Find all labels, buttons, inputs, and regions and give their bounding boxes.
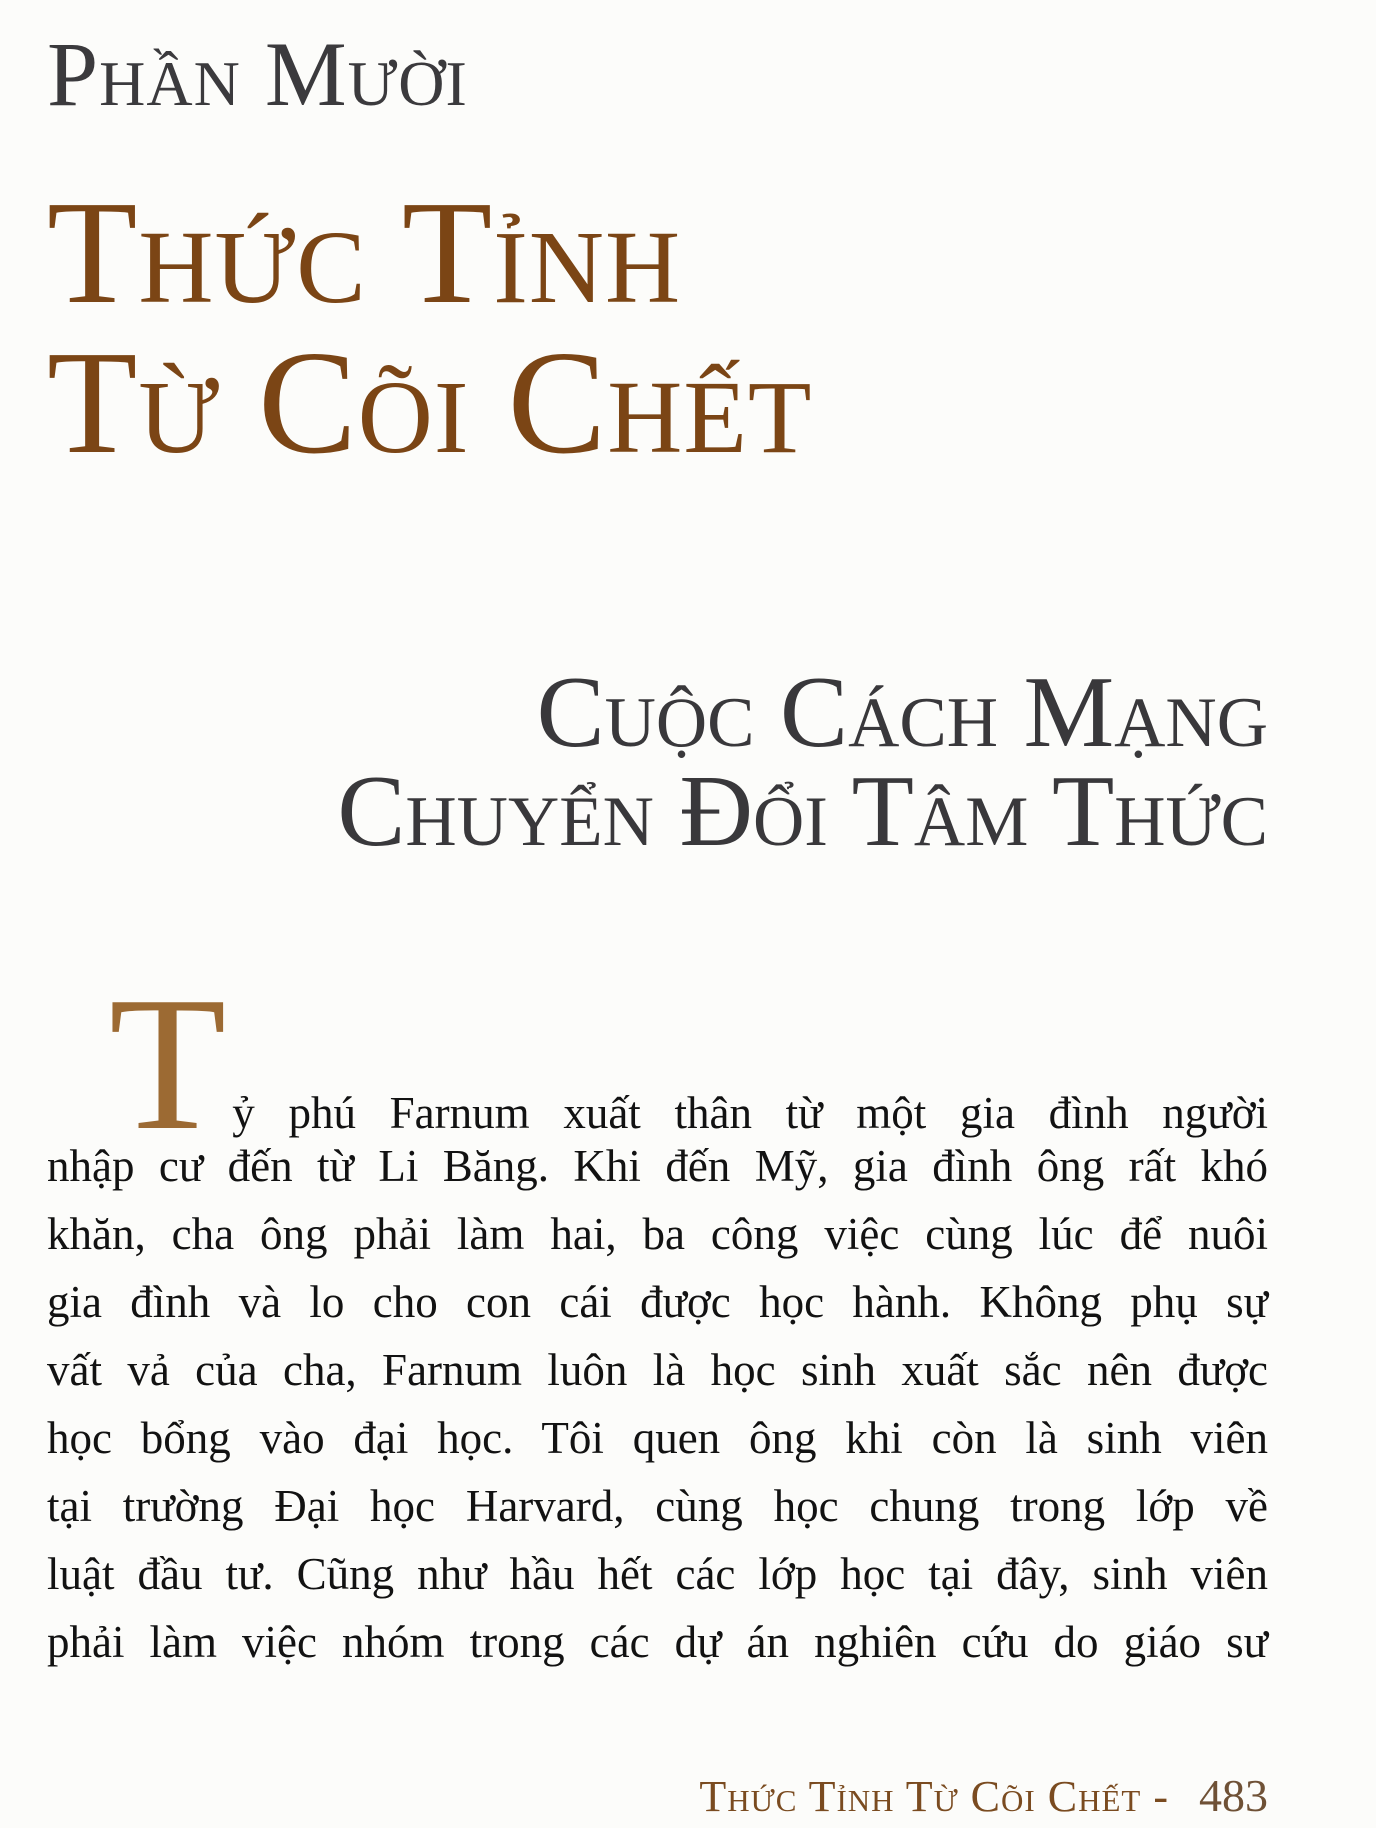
body-line: luật đầu tư. Cũng như hầu hết các lớp học tại đây, sinh viên	[47, 1549, 1268, 1599]
chapter-title	[47, 171, 1268, 485]
running-title: Thức Tỉnh Từ Cõi Chết -	[699, 1772, 1169, 1821]
chapter-title-line-2: Từ Cõi Chết	[47, 321, 813, 485]
body-paragraph	[47, 957, 1268, 1676]
body-line: gia đình và lo cho con cái được học hành. Không phụ sự	[47, 1277, 1268, 1327]
chapter-title-line-1: Thức Tỉnh	[47, 171, 682, 335]
body-line: vất vả của cha, Farnum luôn là học sinh xuất sắc nên được	[47, 1345, 1268, 1395]
section-subtitle	[47, 656, 1268, 868]
body-line: học bổng vào đại học. Tôi quen ông khi còn là sinh viên	[47, 1413, 1268, 1463]
body-line-text: ỷ phú Farnum xuất thân từ một gia đình người	[232, 1088, 1268, 1138]
page-number: 483	[1199, 1770, 1268, 1821]
body-line: nhập cư đến từ Li Băng. Khi đến Mỹ, gia đình ông rất khó	[47, 1141, 1268, 1191]
page-footer	[47, 1771, 1268, 1822]
section-subtitle-line-1: Cuộc Cách Mạng	[536, 656, 1268, 769]
part-label: Phần Mười	[47, 23, 468, 125]
body-line: tại trường Đại học Harvard, cùng học chung trong lớp về	[47, 1481, 1268, 1531]
body-line: phải làm việc nhóm trong các dự án nghiên cứu do giáo sư	[47, 1617, 1268, 1667]
body-line: khăn, cha ông phải làm hai, ba công việc cùng lúc để nuôi	[47, 1209, 1268, 1259]
drop-cap: T	[109, 957, 227, 1170]
section-subtitle-line-2: Chuyển Đổi Tâm Thức	[337, 755, 1268, 868]
